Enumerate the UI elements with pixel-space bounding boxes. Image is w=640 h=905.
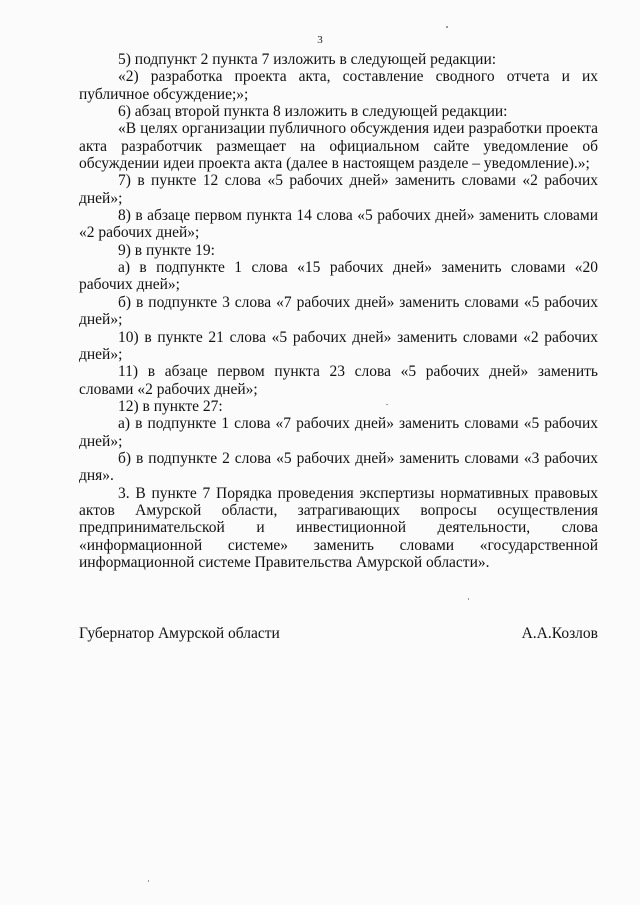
paragraph-item-9b: б) в подпункте 3 слова «7 рабочих дней» заменить словами «5 рабочих дней»;	[79, 293, 598, 329]
document-body	[79, 51, 598, 571]
paragraph-item-6: 6) абзац второй пункта 8 изложить в следующей редакции:	[118, 103, 508, 121]
paragraph-section-3: 3. В пункте 7 Порядка проведения экспертизы нормативных правовых актов Амурской области, затрагивающих вопросы осуществления предпринимательской и инвестиционной деятельности, слова «информационной системе» заменить словами «государственной информационной системе Правительства Амурской области».	[79, 484, 598, 571]
paragraph-item-12b: б) в подпункте 2 слова «5 рабочих дней» заменить словами «3 рабочих дня».	[79, 449, 598, 485]
signatory-position: Губернатор Амурской области	[79, 625, 280, 642]
paragraph-item-7: 7) в пункте 12 слова «5 рабочих дней» заменить словами «2 рабочих дней»;	[79, 172, 598, 207]
paragraph-quote-6: «В целях организации публичного обсуждения идеи разработки проекта акта разработчик размещает на официальном сайте уведомление об обсуждении идеи проекта акта (далее в настоящем разделе – уведомление).»;	[79, 120, 598, 173]
signature-block	[79, 625, 598, 643]
paragraph-item-10: 10) в пункте 21 слова «5 рабочих дней» заменить словами «2 рабочих дней»;	[79, 328, 598, 363]
signatory-name: А.А.Козлов	[521, 625, 598, 642]
scan-speck	[446, 26, 448, 28]
paragraph-item-12a: а) в подпункте 1 слова «7 рабочих дней» заменить словами «5 рабочих дней»;	[79, 415, 598, 450]
paragraph-item-9a: а) в подпункте 1 слова «15 рабочих дней» заменить словами «20 рабочих дней»;	[79, 259, 598, 294]
scan-speck	[148, 880, 149, 882]
paragraph-item-5: 5) подпункт 2 пункта 7 изложить в следующей редакции:	[118, 51, 497, 68]
paragraph-item-8: 8) в абзаце первом пункта 14 слова «5 рабочих дней» заменить словами «2 рабочих дней»;	[79, 207, 598, 242]
scan-speck	[468, 598, 469, 600]
scan-speck	[386, 404, 388, 405]
paragraph-item-12: 12) в пункте 27:	[118, 397, 223, 415]
page-number: 3	[317, 34, 323, 46]
paragraph-quote-5: «2) разработка проекта акта, составление сводного отчета и их публичное обсуждение;»;	[79, 68, 598, 103]
paragraph-item-11: 11) в абзаце первом пункта 23 слова «5 рабочих дней» заменить словами «2 рабочих дней»;	[79, 363, 598, 398]
paragraph-item-9: 9) в пункте 19:	[118, 241, 215, 259]
